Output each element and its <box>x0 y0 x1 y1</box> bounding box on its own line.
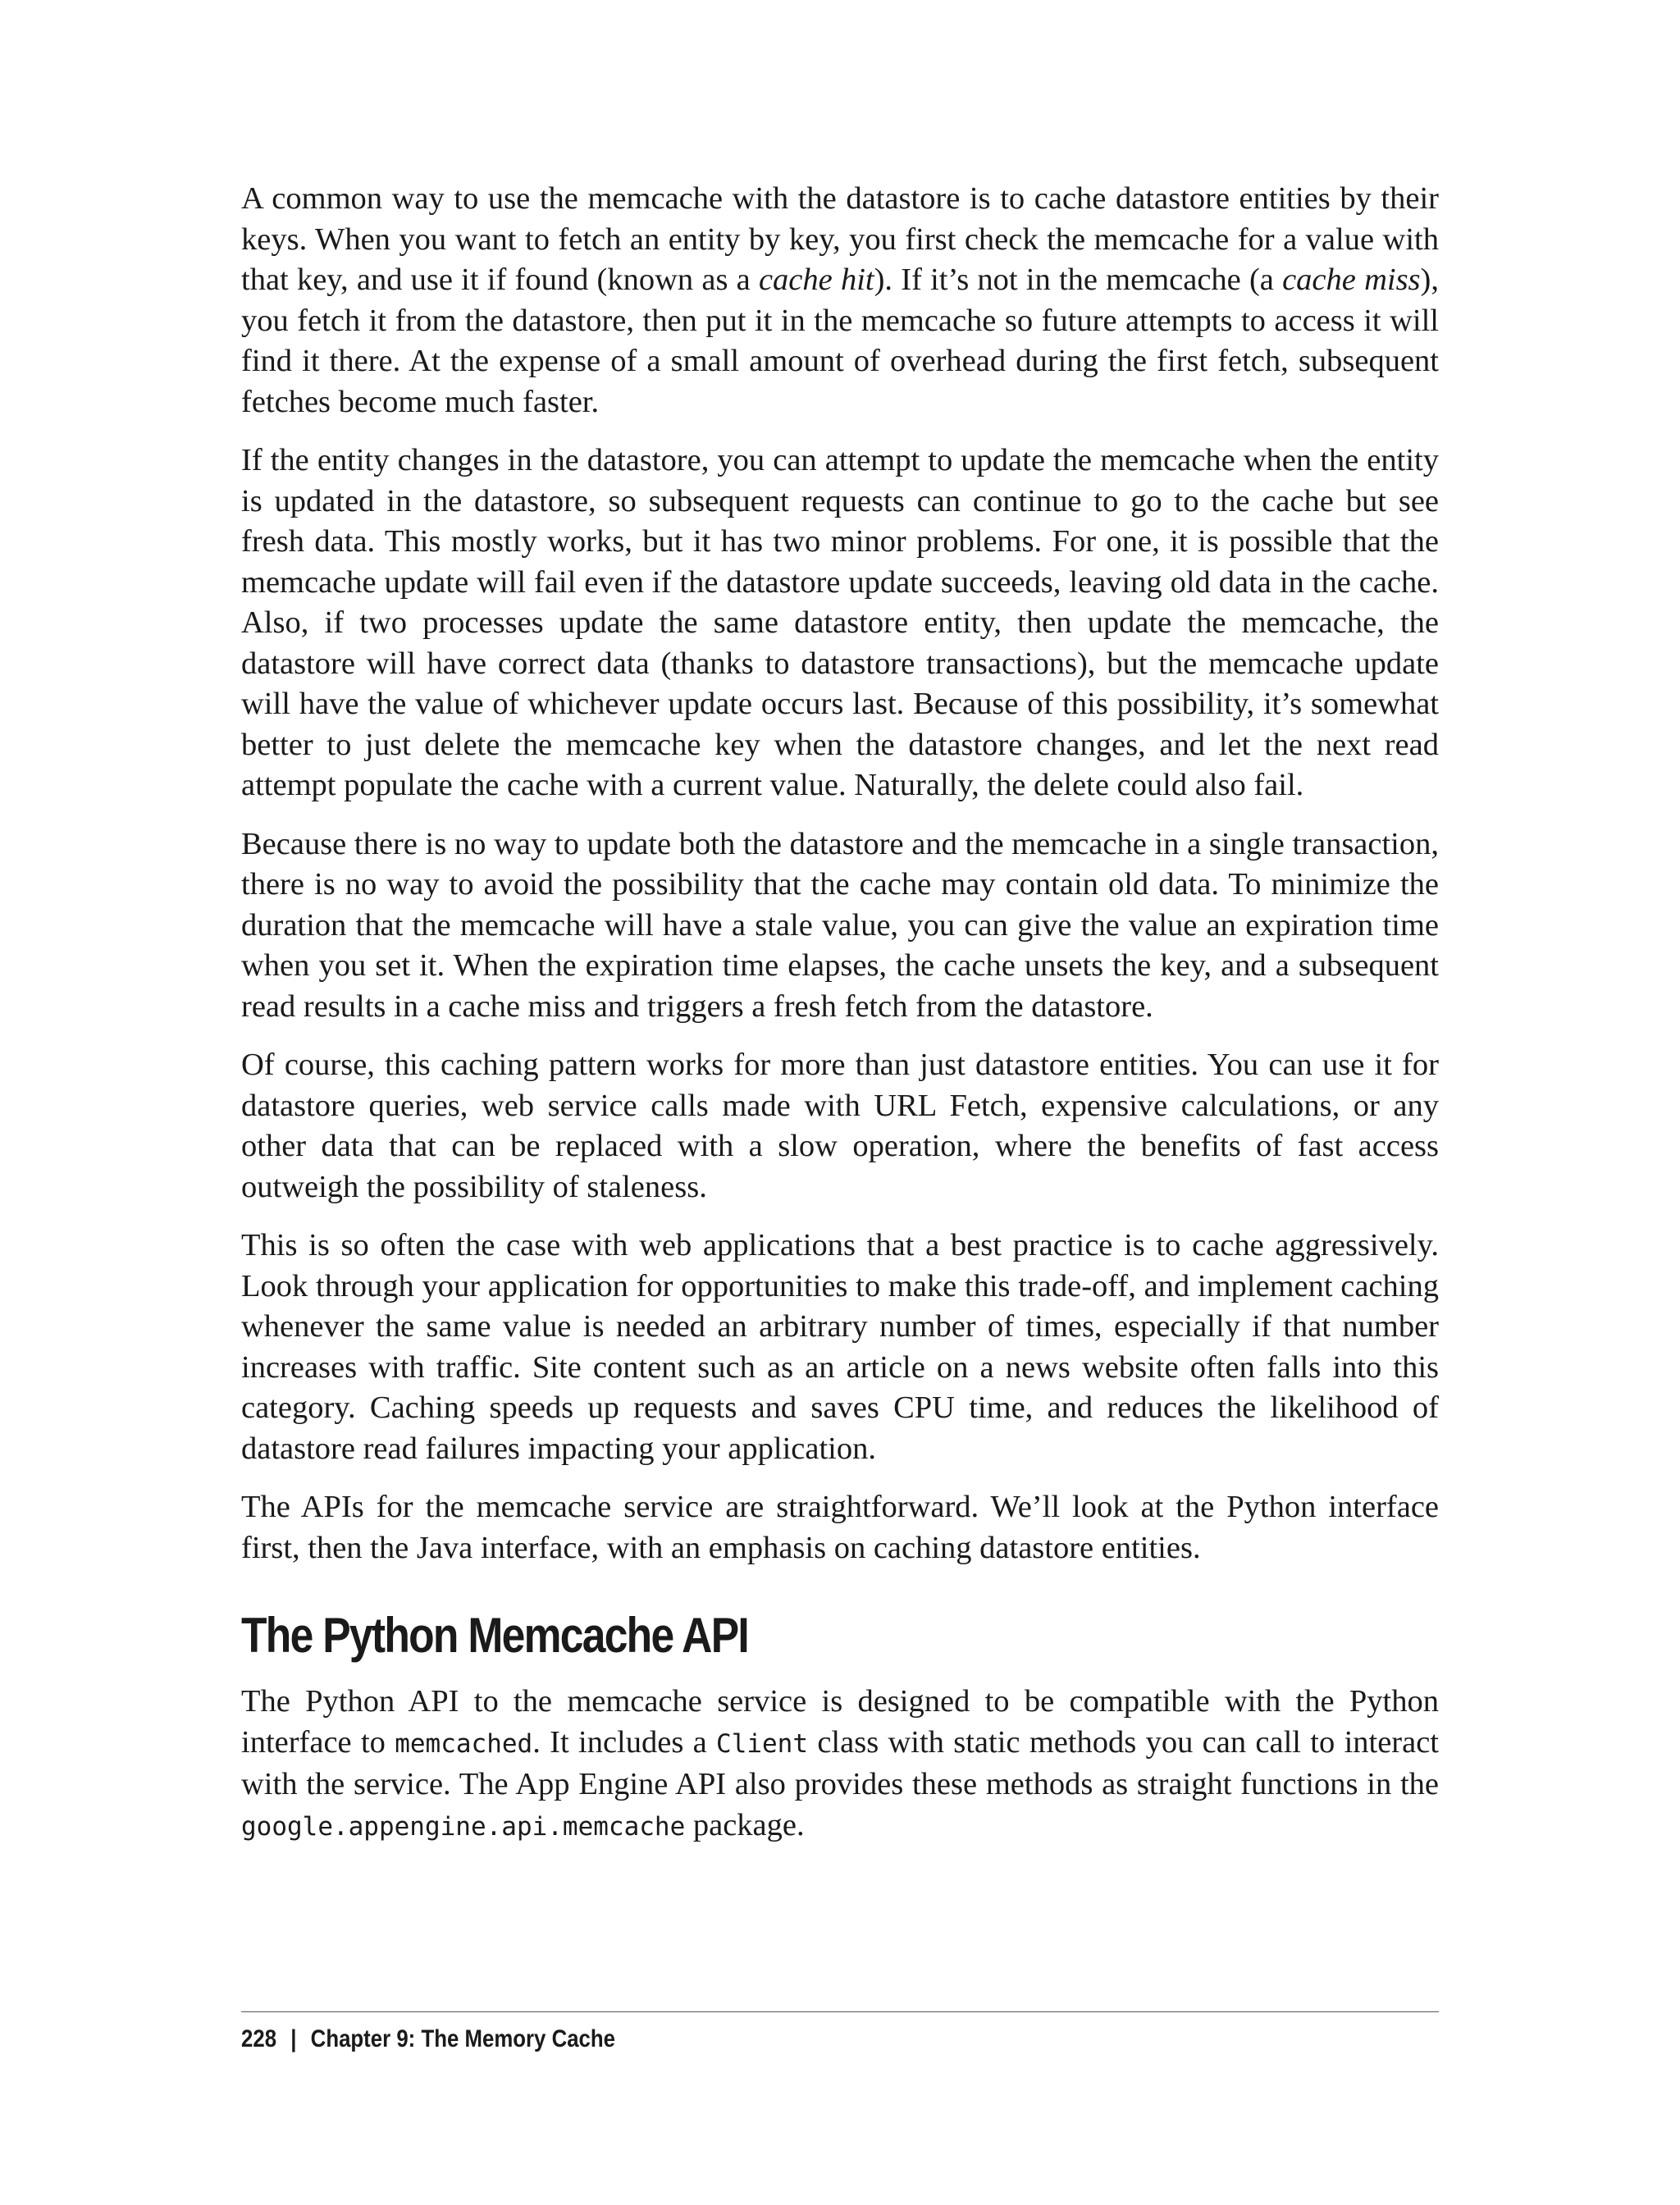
paragraph-expiration: Because there is no way to update both the datastore and the memcache in a single transaction, there is no way to avoid the possibility that the cache may contain old data. To minimize the duration that the memcache will have a stale value, you can give the value an expiration time when you set it. When the expiration time elapses, the cache unsets the key, and a subsequent read results in a cache miss and triggers a fresh fetch from the datastore. <box>241 826 1439 1024</box>
paragraph-cache-by-key <box>241 179 1439 422</box>
paragraph-apis-overview: The APIs for the memcache service are straightforward. We’ll look at the Python interface first, then the Java interface, with an emphasis on caching datastore entities. <box>241 1490 1439 1565</box>
text-run: The Python API to the memcache service is designed to be compatible with the Python interface to <box>241 1684 1439 1760</box>
chapter-title: Chapter 9: The Memory Cache <box>310 2025 616 2052</box>
page-footer <box>241 2023 615 2056</box>
page-body <box>241 179 1439 1865</box>
term-cache-hit: cache hit <box>758 262 874 297</box>
text-run: A common way to use the memcache with the datastore is to cache datastore entities by their keys. When you want to fetch an entity by key, you first check the memcache for a value with that key, and use it if found (known as a <box>241 181 1439 297</box>
code-package-name: google.appengine.api.memcache <box>241 1811 686 1842</box>
footer-separator: | <box>290 2025 297 2052</box>
text-run: package. <box>685 1807 805 1842</box>
text-run: . It includes a <box>532 1724 717 1760</box>
text-run: ), you fetch it from the datastore, then put it in the memcache so future attempts to access it will find it there. At the expense of a small amount of overhead during the first fetch, subsequent fetches become much faster. <box>241 262 1439 419</box>
paragraph-python-api <box>241 1682 1439 1847</box>
page-number: 228 <box>241 2025 277 2052</box>
text-run: ). If it’s not in the memcache (a <box>874 262 1283 297</box>
paragraph-best-practice: This is so often the case with web applications that a best practice is to cache aggressively. Look through your application for opportunities to make this trade-off, and implement caching whenever the same value is needed an arbitrary number of times, especially if that number increases with traffic. Site content such as an article on a news website often falls into this category. Caching speeds up requests and saves CPU time, and reduces the likelihood of datastore read failures impacting your application. <box>241 1228 1439 1466</box>
code-client: Client <box>716 1728 809 1759</box>
text-run: class with static methods you can call to interact with the service. The App Engine API also provides these methods as straight functions in the <box>241 1724 1439 1801</box>
term-cache-miss: cache miss <box>1282 262 1421 297</box>
paragraph-caching-pattern: Of course, this caching pattern works for more than just datastore entities. You can use it for datastore queries, web service calls made with URL Fetch, expensive calculations, or any other data that can be replaced with a slow operation, where the benefits of fast access outweigh the possibility of staleness. <box>241 1048 1439 1204</box>
code-memcached: memcached <box>395 1728 533 1759</box>
footer-divider <box>241 2011 1439 2012</box>
section-heading: The Python Memcache API <box>241 1608 749 1663</box>
paragraph-entity-changes: If the entity changes in the datastore, you can attempt to update the memcache when the entity is updated in the datastore, so subsequent requests can continue to go to the cache but see fresh data. This mostly works, but it has two minor problems. For one, it is possible that the memcache update will fail even if the datastore update succeeds, leaving old data in the cache. Also, if two processes update the same datastore entity, then update the memcache, the datastore will have correct data (thanks to datastore transactions), but the memcache update will have the value of whichever update occurs last. Because of this possibility, it’s somewhat better to just delete the memcache key when the datastore changes, and let the next read attempt populate the cache with a current value. Naturally, the delete could also fail. <box>241 443 1439 802</box>
